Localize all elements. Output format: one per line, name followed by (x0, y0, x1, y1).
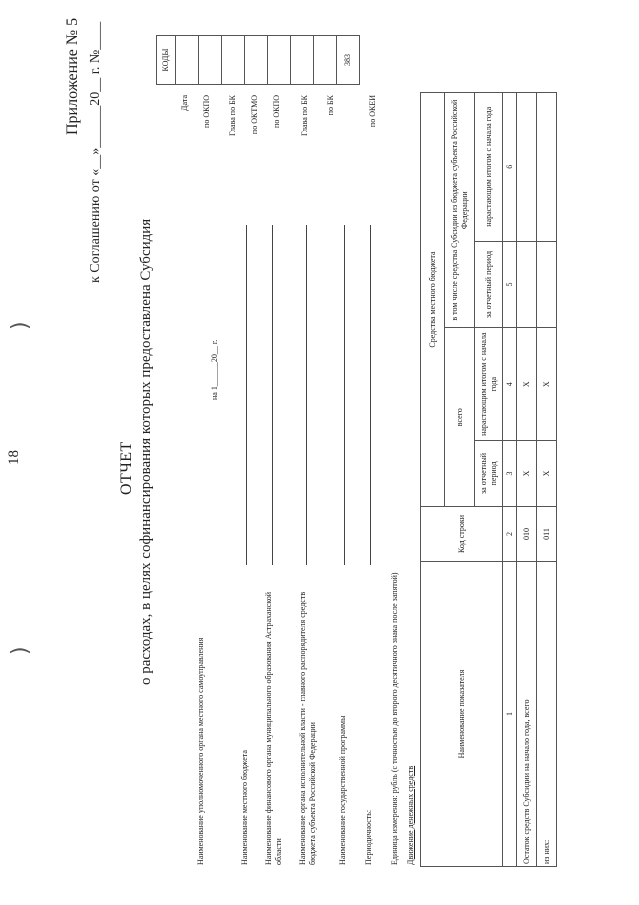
row-cell[interactable] (537, 93, 557, 242)
field-label-budget: Наименование местного бюджета (240, 750, 249, 865)
col-number: 4 (503, 328, 517, 440)
report-subtitle: о расходах, в целях софинансирования которых предоставлена Субсидия (138, 218, 154, 685)
field-line-budget[interactable] (246, 225, 247, 565)
field-label-program: Наименование государственной программы (338, 715, 347, 865)
row-name: Остаток средств Субсидии на начало года, всего (517, 562, 537, 867)
field-line-finance-body[interactable] (272, 225, 273, 565)
field-label-authority: Наименование уполномоченного органа местного самоуправления (196, 637, 205, 865)
table-row (517, 93, 537, 867)
col-number: 3 (503, 440, 517, 506)
field-label-finance-body: Наименование финансового органа муниципального образования Астраханской области (264, 591, 283, 865)
row-cell: X (537, 328, 557, 440)
code-label-okei: по ОКЕИ (368, 95, 377, 128)
code-label-okpo-2: по ОКПО (272, 95, 281, 128)
row-cell: X (517, 328, 537, 440)
code-cell[interactable] (222, 36, 245, 85)
binding-mark-left: ) (8, 646, 33, 655)
report-date-line: на 1______20__ г. (210, 339, 219, 400)
row-cell[interactable] (517, 241, 537, 328)
table-row (537, 93, 557, 867)
appendix-agreement-line: к Соглашению от «__»______20__ г. №____ (88, 21, 103, 283)
code-label-oktmo: по ОКТМО (250, 95, 259, 135)
field-label-unit: Единица измерения: рубль (с точностью до второго десятичного знака после запятой) (390, 572, 399, 865)
movement-title: Движение денежных средств (406, 765, 415, 865)
field-line-program[interactable] (344, 225, 345, 565)
row-code: 010 (517, 507, 537, 562)
code-cell[interactable] (176, 36, 199, 85)
field-label-periodicity: Периодичность: (364, 809, 373, 865)
col-number: 2 (503, 507, 517, 562)
code-label-okpo: по ОКПО (202, 95, 211, 128)
row-cell: X (517, 440, 537, 506)
header-local-budget: Средства местного бюджета (421, 93, 445, 507)
header-code: Код строки (421, 507, 503, 562)
code-cell[interactable] (314, 36, 337, 85)
appendix-title: Приложение № 5 (64, 17, 81, 135)
field-line-executive-body[interactable] (306, 225, 307, 565)
code-label-glava-bk: Глава по БК (228, 95, 237, 136)
page-number: 18 (6, 450, 22, 465)
field-line-periodicity[interactable] (370, 225, 371, 565)
report-title: ОТЧЕТ (118, 441, 135, 495)
code-label-glava-bk-2: Глава по БК (300, 95, 309, 136)
header-total: всего (445, 328, 475, 507)
code-cell[interactable] (245, 36, 268, 85)
row-name: из них: (537, 562, 557, 867)
header-subsidy: в том числе средства Субсидии из бюджета субъекта Российской Федерации (445, 93, 475, 328)
row-code: 011 (537, 507, 557, 562)
row-cell[interactable] (537, 241, 557, 328)
header-cumulative-2: нарастающим итогом с начала года (475, 93, 503, 242)
codes-header: КОДЫ (157, 36, 176, 85)
row-cell: X (537, 440, 557, 506)
header-cumulative: нарастающим итогом с начала года (475, 328, 503, 440)
code-label-date: Дата (180, 95, 189, 111)
col-number: 1 (503, 562, 517, 867)
header-indicator: Наименование показателя (421, 562, 503, 867)
codes-table (156, 35, 360, 85)
code-label-bk: по БК (326, 95, 335, 116)
main-table (420, 92, 557, 867)
code-cell[interactable] (291, 36, 314, 85)
field-label-executive-body: Наименование органа исполнительной власти - главного распорядителя средств бюджета субъекта Российской Федерации (298, 591, 317, 865)
header-period: за отчетный период (475, 440, 503, 506)
row-cell[interactable] (517, 93, 537, 242)
col-number: 5 (503, 241, 517, 328)
code-cell[interactable] (268, 36, 291, 85)
code-cell[interactable]: 383 (337, 36, 360, 85)
code-cell[interactable] (199, 36, 222, 85)
header-period-2: за отчетный период (475, 241, 503, 328)
binding-mark-right: ) (8, 321, 33, 330)
col-number: 6 (503, 93, 517, 242)
